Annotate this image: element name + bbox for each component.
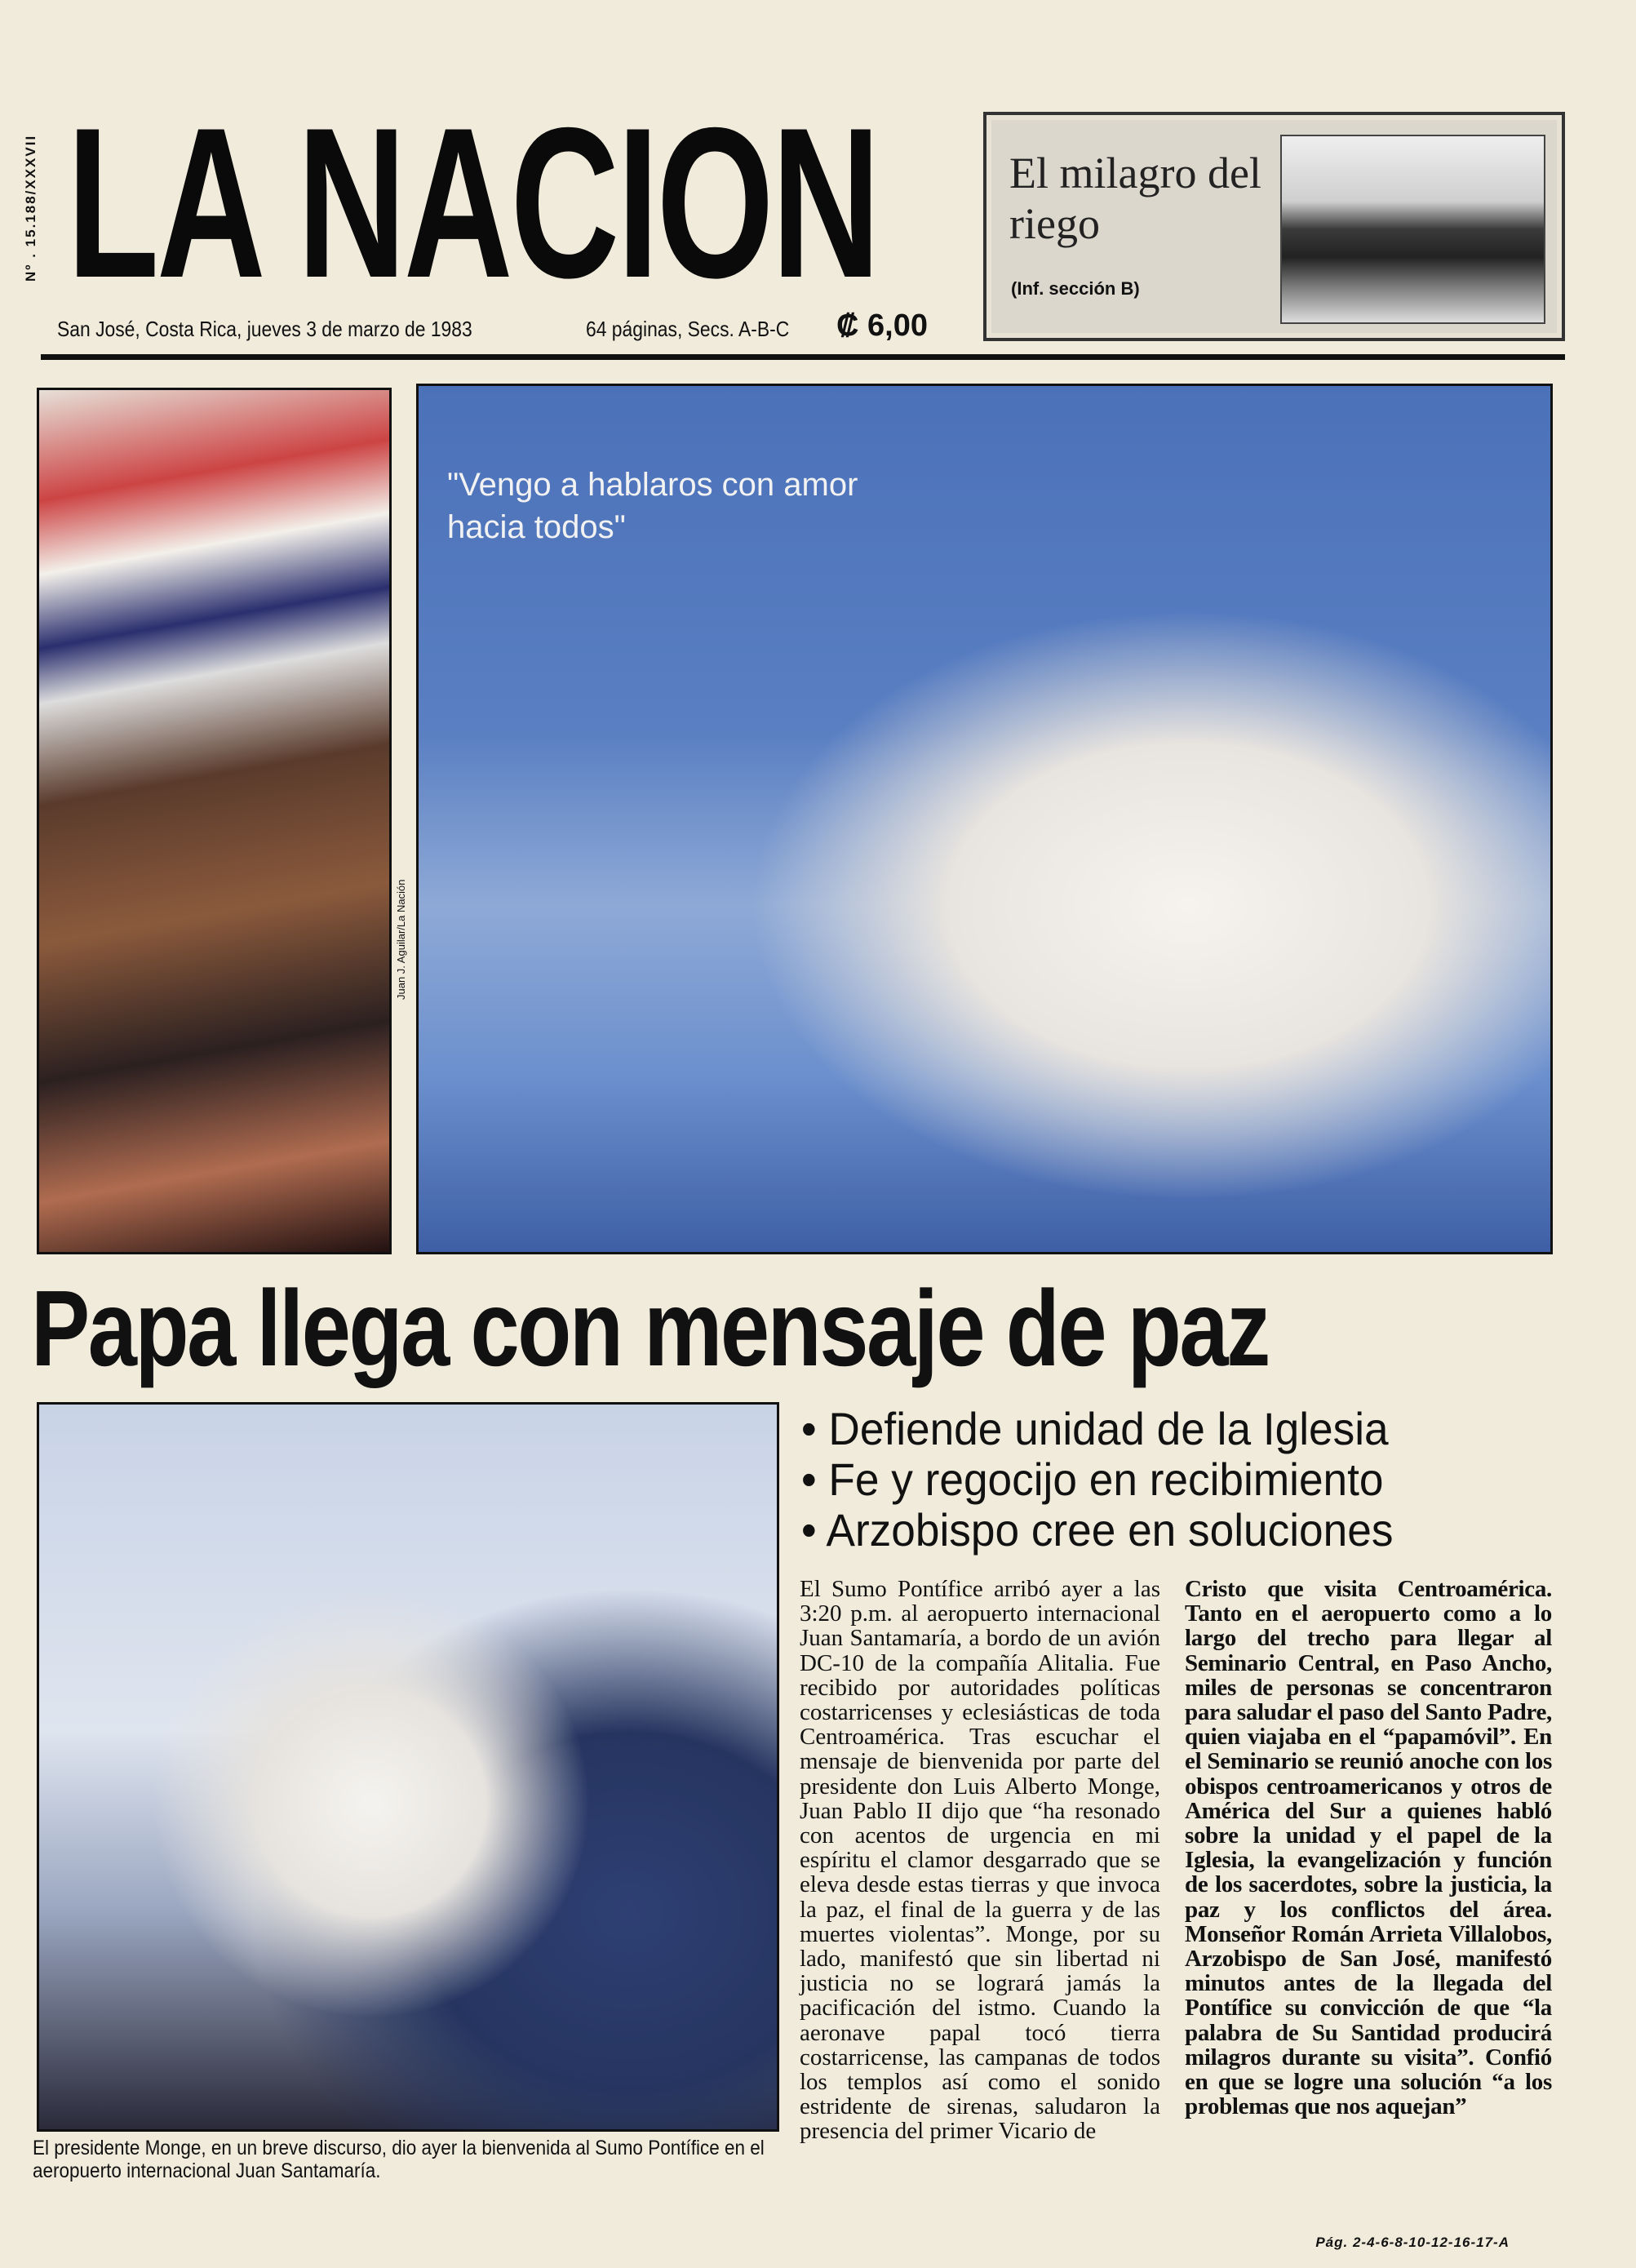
dam-photo (1280, 135, 1545, 324)
dateline: San José, Costa Rica, jueves 3 de marzo de 1983 (57, 317, 472, 341)
inset-teaser[interactable] (983, 112, 1565, 341)
subheadline: • Defiende unidad de la Iglesia (801, 1403, 1389, 1454)
photo-credit: Juan J. Aguilar/La Nación (395, 879, 407, 1000)
pope-photo (416, 384, 1553, 1254)
inset-section-ref: (Inf. sección B) (1011, 278, 1140, 299)
photo-caption: El presidente Monge, en un breve discurso, dio ayer la bienvenida al Sumo Pontífice en el aeropuerto internacional Juan Santamaría. (33, 2137, 765, 2182)
monge-pope-photo (37, 1402, 779, 2132)
masthead-logo: LA NACION (67, 82, 879, 322)
subheadline: • Fe y regocijo en recibimiento (801, 1454, 1384, 1505)
main-headline: Papa llega con mensaje de paz (31, 1268, 1269, 1388)
page-reference: Pág. 2-4-6-8-10-12-16-17-A (1315, 2235, 1510, 2250)
price: ₡ 6,00 (836, 308, 928, 343)
photo-quote: "Vengo a hablaros con amor hacia todos" (447, 467, 858, 545)
crowd-photo (37, 388, 392, 1254)
article-column-2: Cristo que visita Centroamérica. Tanto en el aeropuerto como a lo largo del trecho para llegar al Seminario Central, en Paso Ancho, miles de personas se concentraron para saludar el paso del Santo Padre, quien viajaba en el “papamóvil”. En el Seminario se reunió anoche con los obispos centroamericanos y otros de América del Sur a quienes habló sobre la unidad y el papel de la Iglesia, la evangelización y función de los sacerdotes, sobre la justicia, la paz y los conflictos del área. Monseñor Román Arrieta Villalobos, Arzobispo de San José, manifestó minutos antes de la llegada del Pontífice su convicción de que “la palabra de Su Santidad producirá milagros durante su visita”. Confió en que se logre una solución “a los problemas que nos aquejan” (1185, 1576, 1552, 2120)
issue-number: Nº . 15.188/XXXVII (23, 134, 38, 282)
masthead-rule (41, 354, 1565, 360)
inset-title: El milagro del riego (1009, 149, 1261, 248)
subheadlines (801, 1404, 1393, 1556)
article-column-1: El Sumo Pontífice arribó ayer a las 3:20 p.m. al aeropuerto internacional Juan Santamaría, a bordo de un avión DC-10 de la compañía Alitalia. Fue recibido por autoridades políticas costarricenses y eclesiásticas de toda Centroamérica. Tras escuchar el mensaje de bienvenida por parte del presidente don Luis Alberto Monge, Juan Pablo II dijo que “ha resonado con acentos de urgencia en mi espíritu el clamor desgarrado que se eleva desde estas tierras y que invoca la paz, el final de la guerra y de las muertes violentas”. Monge, por su lado, manifestó que sin libertad ni justicia no se logrará jamás la pacificación del istmo. Cuando la aeronave papal tocó tierra costarricense, las campanas de todos los templos así como el sonido estridente de sirenas, saludaron la presencia del primer Vicario de (800, 1576, 1160, 2145)
page-count: 64 páginas, Secs. A-B-C (586, 317, 790, 341)
subheadline: • Arzobispo cree en soluciones (801, 1504, 1394, 1556)
